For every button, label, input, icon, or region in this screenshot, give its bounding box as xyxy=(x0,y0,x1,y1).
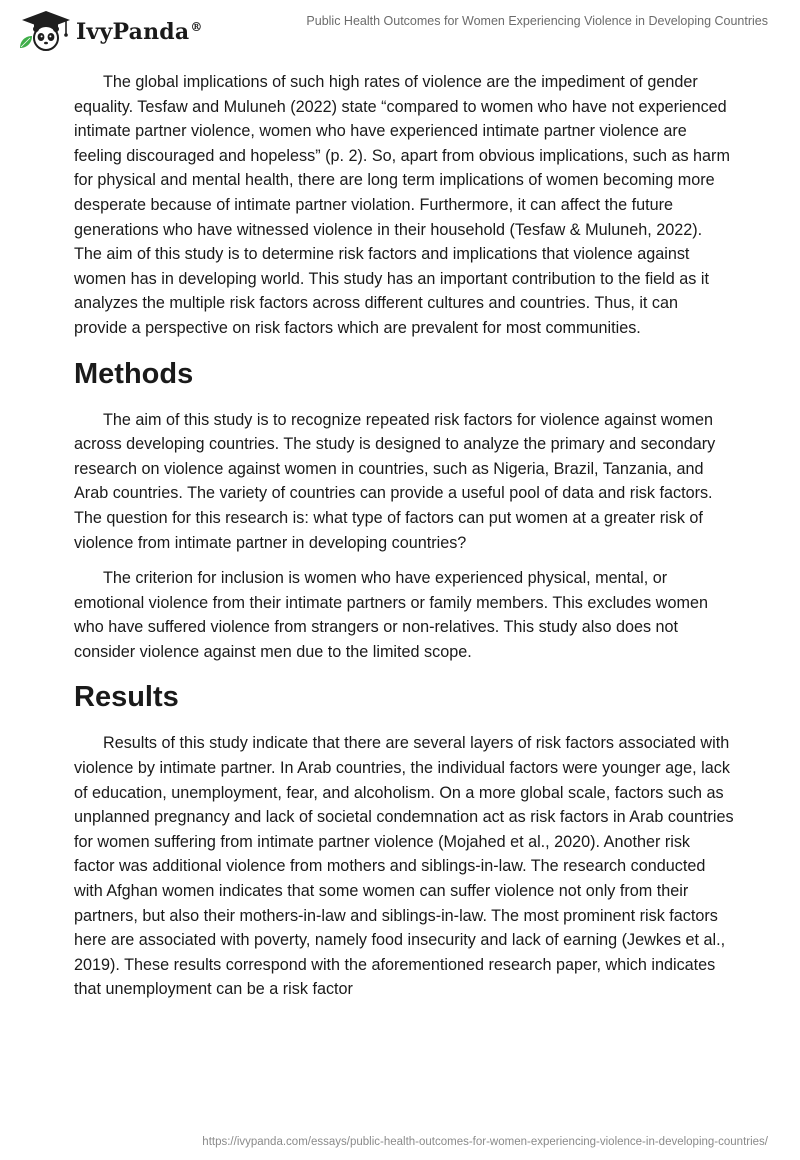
methods-paragraph-2: The criterion for inclusion is women who have experienced physical, mental, or emotional violence from their intimate partners or family members. This excludes women who have suffered violence from strangers or non-relatives. This study also does not consider violence against men due to the limited scope. xyxy=(74,569,708,661)
essay-content xyxy=(74,70,734,1013)
ivypanda-logo[interactable] xyxy=(14,8,203,52)
intro-paragraph: The global implications of such high rates of violence are the impediment of gender equality. Tesfaw and Muluneh (2022) state “compared to women who have not experienced intimate partner violence, women who have experienced intimate partner violence are feeling discouraged and hopeless” (p. 2). So, apart from obvious implications, such as harm for physical and mental health, there are long term implications of women becoming more desperate because of intimate partner violation. Furthermore, it can affect the future generations who have witnessed violence in their household (Tesfaw & Muluneh, 2022). The aim of this study is to determine risk factors and implications that violence against women has in developing world. This study has an important contribution to the field as it analyzes the multiple risk factors across different cultures and countries. Thus, it can provide a perspective on risk factors which are prevalent for most communities. xyxy=(74,73,730,337)
results-heading: Results xyxy=(74,681,179,714)
methods-paragraph-1: The aim of this study is to recognize repeated risk factors for violence against women across developing countries. The study is designed to analyze the primary and secondary research on violence against women in countries, such as Nigeria, Brazil, Tanzania, and Arab countries. The variety of countries can provide a useful pool of data and risk factors. The question for this research is: what type of factors can put women at a greater risk of violence from intimate partner in developing countries? xyxy=(74,410,716,552)
source-url[interactable]: https://ivypanda.com/essays/public-health-outcomes-for-women-experiencing-violence-in-developing-countries/ xyxy=(202,1136,768,1148)
panda-graduate-icon xyxy=(14,8,74,52)
logo-wordmark: IvyPanda® xyxy=(76,19,203,45)
page-header xyxy=(0,0,800,60)
document-title: Public Health Outcomes for Women Experiencing Violence in Developing Countries xyxy=(306,14,768,28)
results-paragraph-1: Results of this study indicate that there are several layers of risk factors associated with violence by intimate partner. In Arab countries, the individual factors were younger age, lack of education, unemployment, fear, and alcoholism. On a more global scale, factors such as unplanned pregnancy and lack of societal condemnation act as risk factors in Arab countries for women suffering from intimate partner violence (Mojahed et al., 2020). Another risk factor was additional violence from mothers and siblings-in-law. The research conducted with Afghan women indicates that some women can suffer violence not only from their partners, but also their mothers-in-law and siblings-in-law. The most prominent risk factors here are associated with poverty, namely food insecurity and lack of earning (Jewkes et al., 2019). These results correspond with the aforementioned research paper, which indicates that unemployment can be a risk factor xyxy=(74,734,734,999)
methods-heading: Methods xyxy=(74,357,194,390)
